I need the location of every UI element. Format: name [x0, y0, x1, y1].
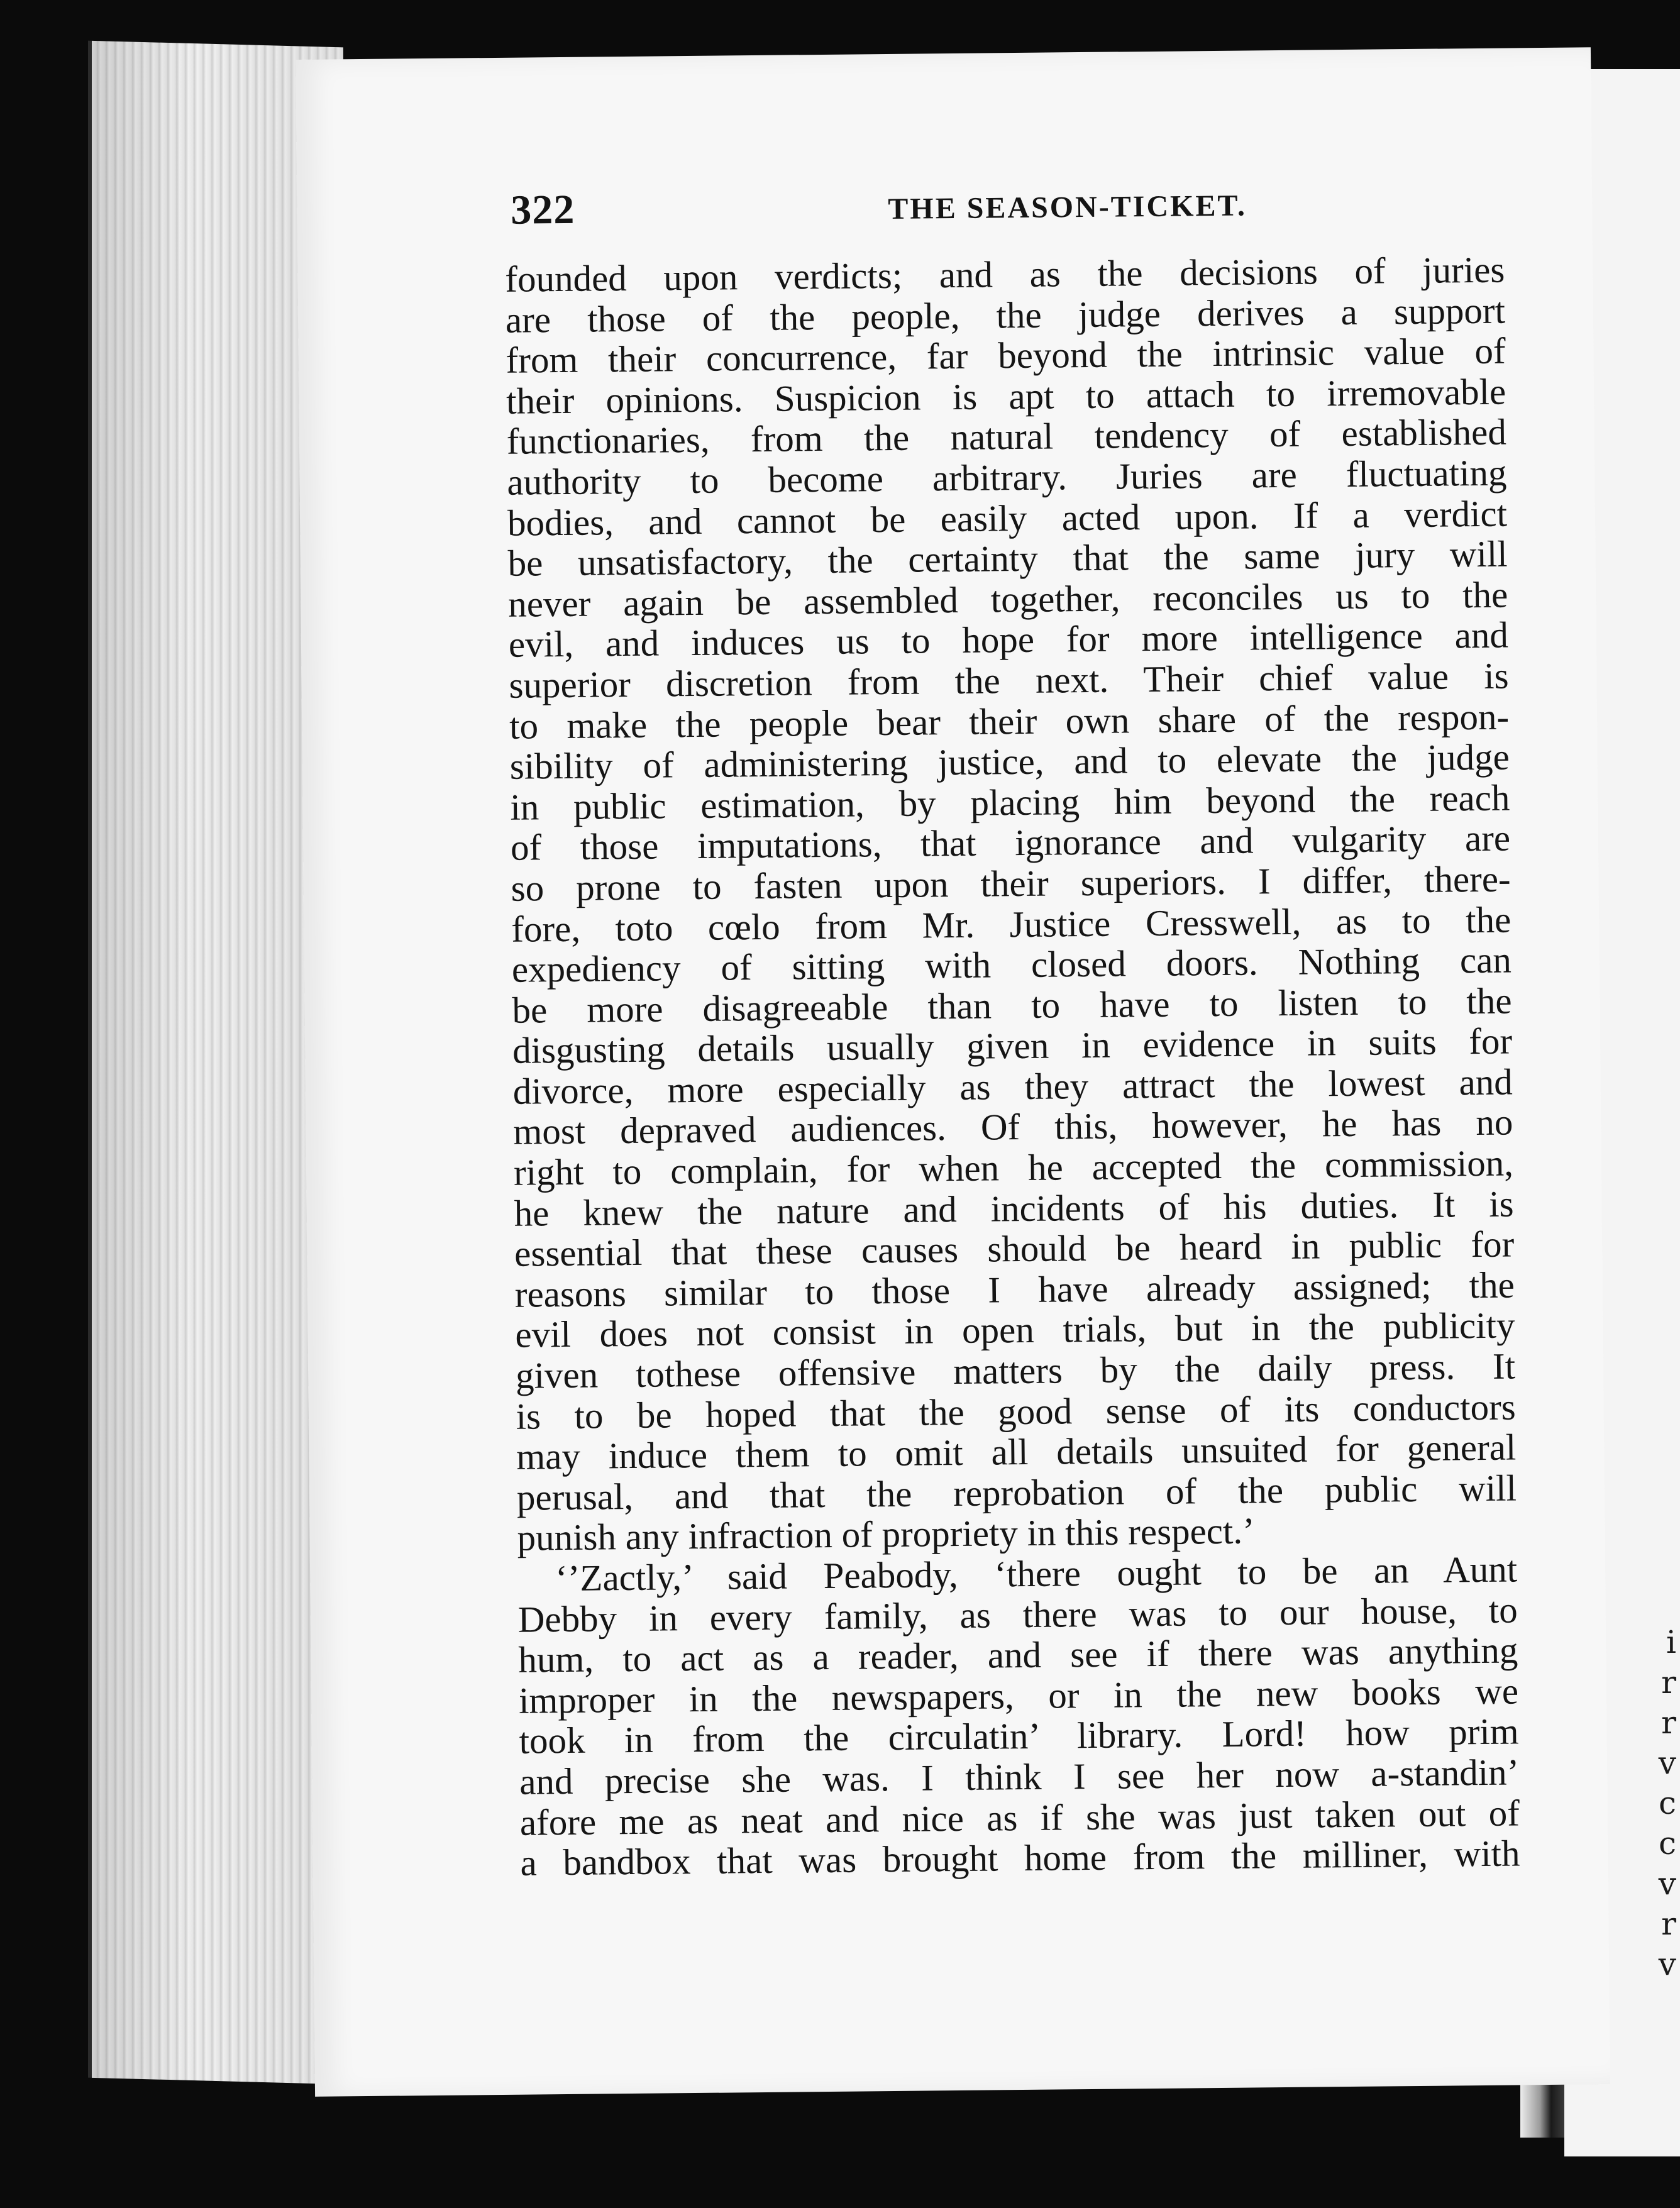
text-line: fore, toto cœlo from Mr. Justice Cresswell, as to the	[511, 898, 1511, 950]
text-line: punish any infraction of propriety in this respect.’	[517, 1510, 1256, 1559]
text-line: of those imputations, that ignorance and vulgarity are	[510, 817, 1511, 869]
text-line: a bandbox that was brought home from the milliner, with	[520, 1832, 1520, 1884]
text-line: founded upon verdicts; and as the decisions of juries	[505, 248, 1505, 300]
facing-page-letter: r	[1661, 1664, 1676, 1701]
text-line: expediency of sitting with closed doors. Nothing can	[511, 939, 1512, 990]
facing-page-letter: v	[1658, 1865, 1676, 1902]
text-line: and precise she was. I think I see her now a-standin’	[519, 1751, 1520, 1802]
text-line: evil does not consist in open trials, but in the publicity	[515, 1304, 1515, 1356]
text-line: Debby in every family, as there was to our house, to	[517, 1589, 1518, 1640]
text-line: took in from the circulatin’ library. Lord! how prim	[519, 1710, 1519, 1762]
text-line: right to complain, for when he accepted the commission,	[513, 1142, 1514, 1193]
text-line: evil, and induces us to hope for more intelligence and	[508, 614, 1509, 666]
facing-page-letter: r	[1661, 1704, 1676, 1741]
facing-page-letter: v	[1658, 1745, 1676, 1781]
text-line: essential that these causes should be heard in public for	[514, 1223, 1515, 1274]
text-line: in public estimation, by placing him beyond the reach	[510, 776, 1510, 828]
text-line: so prone to fasten upon their superiors. I differ, there-	[511, 858, 1511, 909]
paragraph-1	[505, 250, 1517, 1559]
text-line: reasons similar to those I have already assigned; the	[514, 1264, 1515, 1315]
page-number: 322	[510, 186, 575, 233]
text-line: superior discretion from the next. Their chief value is	[509, 654, 1509, 706]
text-line: be unsatisfactory, the certainty that the same jury will	[507, 533, 1508, 584]
text-line: divorce, more especially as they attract the lowest and	[512, 1061, 1513, 1112]
facing-page-letter: i	[1666, 1624, 1676, 1660]
text-line: from their concurrence, far beyond the intrinsic value of	[506, 329, 1506, 381]
running-head: THE SEASON-TICKET.	[888, 189, 1247, 226]
text-line: functionaries, from the natural tendency of established	[506, 411, 1507, 463]
facing-page-letter: r	[1661, 1906, 1676, 1942]
text-line: sibility of administering justice, and to elevate the judge	[509, 736, 1510, 787]
text-line: afore me as neat and nice as if she was just taken out of	[519, 1792, 1520, 1843]
text-line: never again be assembled together, reconciles us to the	[508, 573, 1508, 625]
book-page	[296, 47, 1610, 2097]
text-line: to make the people bear their own share of the respon-	[509, 695, 1510, 747]
text-line: disgusting details usually given in evidence in suits for	[512, 1020, 1513, 1072]
text-line: is to be hoped that the good sense of its conductors	[516, 1386, 1516, 1437]
text-line: authority to become arbitrary. Juries are fluctuating	[507, 451, 1507, 503]
facing-page-letter: c	[1658, 1825, 1676, 1862]
text-line: most depraved audiences. Of this, however, he has no	[513, 1101, 1513, 1153]
text-line: their opinions. Suspicion is apt to attach to irremovable	[506, 370, 1506, 422]
page-header	[511, 177, 1511, 243]
text-line: bodies, and cannot be easily acted upon. If a verdict	[507, 492, 1508, 544]
text-line: improper in the newspapers, or in the new books we	[518, 1670, 1519, 1721]
text-line: are those of the people, the judge derives a support	[505, 289, 1506, 341]
page-body	[505, 250, 1520, 1884]
text-line: may induce them to omit all details unsuited for general	[516, 1426, 1517, 1477]
text-line: given tothese offensive matters by the daily press. It	[515, 1345, 1516, 1396]
facing-page-text	[1659, 1622, 1676, 1984]
text-line: hum, to act as a reader, and see if there was anything	[518, 1629, 1518, 1681]
facing-page-letter: c	[1658, 1785, 1676, 1821]
paragraph-2	[517, 1548, 1520, 1883]
facing-page-letter: v	[1658, 1946, 1676, 1982]
text-line: ‘’Zactly,’ said Peabody, ‘there ought to be an Aunt	[555, 1548, 1518, 1599]
text-line: he knew the nature and incidents of his duties. It is	[514, 1183, 1514, 1234]
text-line: perusal, and that the reprobation of the public will	[516, 1467, 1517, 1518]
text-line: be more disagreeable than to have to listen to the	[512, 980, 1512, 1031]
